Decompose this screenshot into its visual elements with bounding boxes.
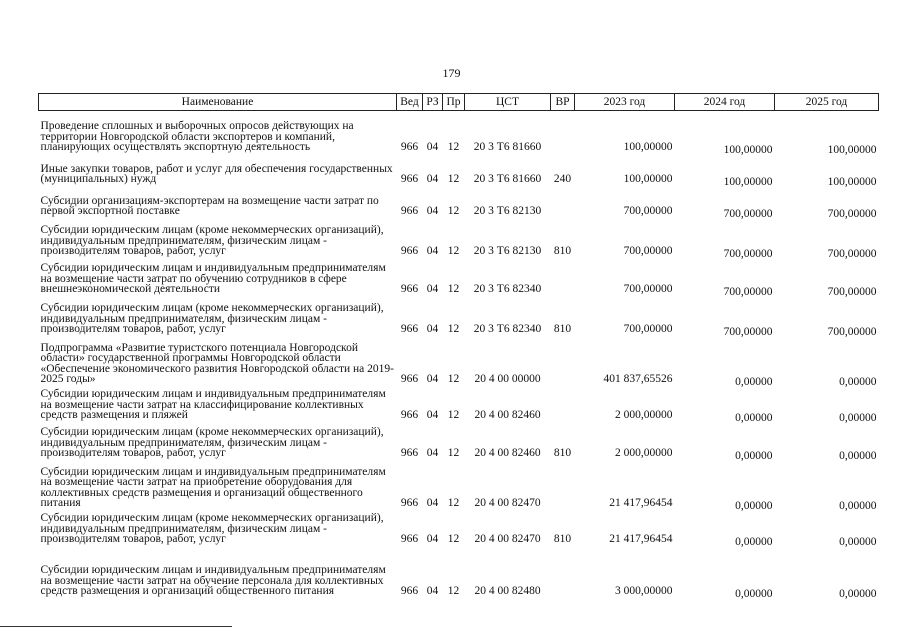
row-rz: 04: [426, 244, 439, 257]
row-ved: 966: [400, 244, 419, 257]
row-name: Проведение сплошных и выборочных опросов действующих на территории Новгородской области экспортеров и компаний, планирующих осуществлять экспортную деятельность: [40, 120, 354, 153]
row-cst: 20 4 00 00000: [474, 372, 541, 385]
row-pr: 12: [447, 244, 460, 257]
row-ved: 966: [400, 446, 419, 459]
row-cst: 20 4 00 82460: [474, 446, 541, 459]
row-rz: 04: [426, 532, 439, 545]
row-2023-value: 2 000,00000: [615, 408, 673, 421]
row-pr: 12: [447, 446, 460, 459]
row-2024-value: 700,00000: [723, 325, 773, 338]
table-row: [39, 217, 879, 257]
row-2024-value: 0,00000: [735, 411, 773, 424]
row-cst: 20 4 00 82460: [474, 408, 541, 421]
row-name: Субсидии юридическим лицам (кроме некоммерческих организаций), индивидуальным предпринимателям, физическим лицам - производителям товаров, работ, услуг: [40, 224, 384, 257]
header-2024: 2024 год: [675, 94, 775, 111]
row-cst: 20 3 Т6 81660: [473, 172, 542, 185]
header-vr: ВР: [551, 94, 575, 111]
row-ved: 966: [400, 282, 419, 295]
row-2024-value: 100,00000: [723, 175, 773, 188]
row-2025-value: 0,00000: [839, 535, 877, 548]
row-2025-value: 0,00000: [839, 499, 877, 512]
row-pr: 12: [447, 496, 460, 509]
row-rz: 04: [426, 322, 439, 335]
row-rz: 04: [426, 446, 439, 459]
row-vr: 810: [553, 322, 572, 335]
row-2025-value: 100,00000: [827, 175, 877, 188]
row-2024-value: 0,00000: [735, 499, 773, 512]
row-2023-value: 21 417,96454: [609, 532, 673, 545]
row-ved: 966: [400, 172, 419, 185]
row-2023-value: 700,00000: [623, 322, 673, 335]
row-vr: [551, 111, 575, 153]
row-pr: 12: [447, 584, 460, 597]
row-2023-value: 3 000,00000: [615, 584, 673, 597]
row-2023-value: 2 000,00000: [615, 446, 673, 459]
row-cst: 20 3 Т6 82340: [473, 282, 542, 295]
row-vr: 810: [553, 244, 572, 257]
row-pr: 12: [447, 172, 460, 185]
row-name: Субсидии юридическим лицам и индивидуальным предпринимателям на возмещение части затрат на приобретение оборудования для коллективных средств размещения и организаций общественного питания: [40, 465, 386, 509]
row-2023-value: 401 837,65526: [603, 372, 673, 385]
page-number: 179: [442, 66, 461, 80]
row-vr: 810: [553, 446, 572, 459]
header-2023: 2023 год: [575, 94, 675, 111]
row-2024-value: 0,00000: [735, 375, 773, 388]
table-row: [39, 153, 879, 185]
row-2025-value: 700,00000: [827, 207, 877, 220]
row-name: Субсидии юридическим лицам (кроме некоммерческих организаций), индивидуальным предпринимателям, физическим лицам - производителям товаров, работ, услуг: [40, 426, 384, 459]
row-vr: [551, 257, 575, 295]
row-cst: 20 4 00 82470: [474, 532, 541, 545]
row-2025-value: 100,00000: [827, 143, 877, 156]
row-2024-value: 100,00000: [723, 143, 773, 156]
row-vr: 810: [553, 532, 572, 545]
row-2023-value: 700,00000: [623, 244, 673, 257]
row-rz: 04: [426, 172, 439, 185]
header-2025: 2025 год: [775, 94, 879, 111]
row-pr: 12: [447, 408, 460, 421]
table-row: [39, 421, 879, 459]
row-cst: 20 4 00 82470: [474, 496, 541, 509]
row-2025-value: 0,00000: [839, 375, 877, 388]
table-row: [39, 459, 879, 509]
header-ved: Вед: [397, 94, 423, 111]
row-cst: 20 3 Т6 81660: [473, 140, 542, 153]
table-row: [39, 509, 879, 545]
row-2024-value: 700,00000: [723, 207, 773, 220]
row-pr: 12: [447, 140, 460, 153]
table-header-row: [39, 94, 879, 111]
row-pr: 12: [447, 322, 460, 335]
row-2025-value: 0,00000: [839, 449, 877, 462]
row-rz: 04: [426, 584, 439, 597]
row-2025-value: 0,00000: [839, 587, 877, 600]
row-2025-value: 0,00000: [839, 411, 877, 424]
row-name: Субсидии юридическим лицам и индивидуальным предпринимателям на возмещение части затрат по обучению сотрудников в сфере внешнеэкономической деятельности: [40, 262, 386, 295]
row-ved: 966: [400, 372, 419, 385]
row-2024-value: 0,00000: [735, 587, 773, 600]
row-rz: 04: [426, 408, 439, 421]
row-ved: 966: [400, 532, 419, 545]
table-row: [39, 385, 879, 421]
row-2024-value: 0,00000: [735, 535, 773, 548]
row-ved: 966: [400, 322, 419, 335]
row-name: Иные закупки товаров, работ и услуг для обеспечения государственных (муниципальных) нужд: [40, 162, 393, 185]
row-ved: 966: [400, 408, 419, 421]
row-2024-value: 700,00000: [723, 247, 773, 260]
row-ved: 966: [400, 204, 419, 217]
row-rz: 04: [426, 496, 439, 509]
row-cst: 20 4 00 82480: [474, 584, 541, 597]
row-2025-value: 700,00000: [827, 247, 877, 260]
row-rz: 04: [426, 204, 439, 217]
row-2025-value: 700,00000: [827, 285, 877, 298]
header-rz: РЗ: [423, 94, 443, 111]
row-vr: [551, 385, 575, 421]
row-vr: [551, 459, 575, 509]
row-2025-value: 700,00000: [827, 325, 877, 338]
row-vr: [551, 545, 575, 597]
row-ved: 966: [400, 584, 419, 597]
row-2023-value: 100,00000: [623, 172, 673, 185]
row-vr: [551, 185, 575, 217]
row-rz: 04: [426, 282, 439, 295]
row-cst: 20 3 Т6 82340: [473, 322, 542, 335]
row-name: Субсидии юридическим лицам (кроме некоммерческих организаций), индивидуальным предпринимателям, физическим лицам - производителям товаров, работ, услуг: [40, 302, 384, 335]
row-2023-value: 100,00000: [623, 140, 673, 153]
row-2023-value: 700,00000: [623, 282, 673, 295]
row-vr: 240: [553, 172, 572, 185]
footer-divider: [0, 626, 232, 627]
row-pr: 12: [447, 204, 460, 217]
table-row: [39, 185, 879, 217]
header-name: Наименование: [39, 94, 397, 111]
row-name: Субсидии организациям-экспортерам на возмещение части затрат по первой экспортной поставке: [40, 194, 379, 217]
row-name: Субсидии юридическим лицам и индивидуальным предпринимателям на возмещение части затрат на обучение персонала для коллективных средств размещения и организаций общественного питания: [40, 564, 386, 597]
row-vr: [551, 335, 575, 385]
row-2023-value: 21 417,96454: [609, 496, 673, 509]
table-row: [39, 295, 879, 335]
row-2023-value: 700,00000: [623, 204, 673, 217]
budget-table: [38, 93, 879, 600]
row-ved: 966: [400, 496, 419, 509]
row-cst: 20 3 Т6 82130: [473, 244, 542, 257]
row-rz: 04: [426, 140, 439, 153]
table-row: [39, 257, 879, 295]
row-name: Подпрограмма «Развитие туристского потенциала Новгородской области» государственной программы Новгородской области «Обеспечение экономического развития Новгородской области на 2019-2025 годы»: [40, 341, 394, 385]
row-name: Субсидии юридическим лицам (кроме некоммерческих организаций), индивидуальным предпринимателям, физическим лицам - производителям товаров, работ, услуг: [40, 512, 384, 545]
table-row: [39, 335, 879, 385]
row-pr: 12: [447, 372, 460, 385]
row-ved: 966: [400, 140, 419, 153]
row-rz: 04: [426, 372, 439, 385]
header-cst: ЦСТ: [465, 94, 551, 111]
row-2024-value: 0,00000: [735, 449, 773, 462]
table-row: [39, 545, 879, 597]
row-2024-value: 700,00000: [723, 285, 773, 298]
table-row: [39, 111, 879, 153]
header-pr: Пр: [443, 94, 465, 111]
row-name: Субсидии юридическим лицам и индивидуальным предпринимателям на возмещение части затрат на классифицирование коллективных средств размещения и пляжей: [40, 388, 386, 421]
row-pr: 12: [447, 532, 460, 545]
row-pr: 12: [447, 282, 460, 295]
row-cst: 20 3 Т6 82130: [473, 204, 542, 217]
